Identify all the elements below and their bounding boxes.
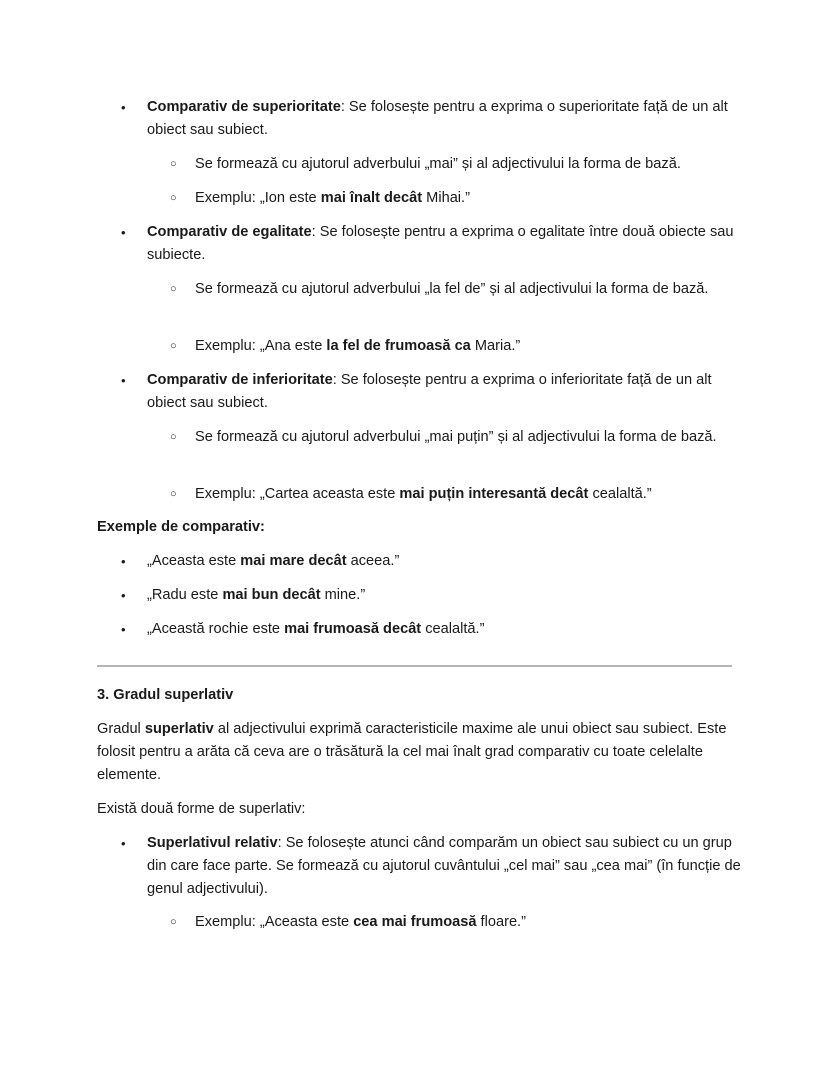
- list-item-comparativ-inferioritate: [147, 369, 747, 415]
- sub-bullet-icon: ○: [170, 158, 177, 170]
- term-description: : Se folosește pentru a exprima o egalitate între două obiecte sau subiecte.: [147, 224, 734, 263]
- term-description: : Se folosește atunci când comparăm un obiect sau subiect cu un grup din care face parte. Se formează cu ajutorul cuvântului „cel mai” sau „cea mai” (în funcție de genul adjectivului).: [147, 835, 741, 897]
- term-label: Comparativ de superioritate: [147, 99, 341, 115]
- sub-bullet-icon: ○: [170, 916, 177, 928]
- sub-item-formation: Se formează cu ajutorul adverbului „la fel de” și al adjectivului la forma de bază.: [195, 281, 709, 297]
- bullet-icon: •: [121, 836, 126, 851]
- example-item: „Această rochie este mai frumoasă decât cealaltă.”: [147, 621, 485, 637]
- term-label: Comparativ de egalitate: [147, 224, 312, 240]
- section-heading: 3. Gradul superlativ: [97, 687, 234, 703]
- sub-item-formation: Se formează cu ajutorul adverbului „mai puțin” și al adjectivului la forma de bază.: [195, 429, 717, 445]
- bullet-icon: •: [121, 588, 126, 603]
- bullet-icon: •: [121, 622, 126, 637]
- sub-item-example: Exemplu: „Aceasta este cea mai frumoasă floare.”: [195, 914, 526, 930]
- list-item-comparativ-egalitate: [147, 221, 747, 267]
- term-description: : Se folosește pentru a exprima o superioritate față de un alt obiect sau subiect.: [147, 99, 728, 138]
- sub-item-example: Exemplu: „Ion este mai înalt decât Mihai.”: [195, 190, 470, 206]
- sub-bullet-icon: ○: [170, 488, 177, 500]
- examples-heading: Exemple de comparativ:: [97, 519, 265, 535]
- section-divider: [97, 665, 732, 667]
- superlativ-forms-line: Există două forme de superlativ:: [97, 801, 306, 817]
- sub-item-example: Exemplu: „Cartea aceasta este mai puțin interesantă decât cealaltă.”: [195, 486, 652, 502]
- term-label: Superlativul relativ: [147, 835, 278, 851]
- list-item-superlativ-relativ: [147, 832, 747, 901]
- example-item: „Radu este mai bun decât mine.”: [147, 587, 366, 603]
- bullet-icon: •: [121, 554, 126, 569]
- sub-item-example: Exemplu: „Ana este la fel de frumoasă ca Maria.”: [195, 338, 521, 354]
- bullet-icon: •: [121, 100, 126, 115]
- example-item: „Aceasta este mai mare decât aceea.”: [147, 553, 400, 569]
- sub-bullet-icon: ○: [170, 340, 177, 352]
- sub-bullet-icon: ○: [170, 283, 177, 295]
- term-label: Comparativ de inferioritate: [147, 372, 333, 388]
- sub-bullet-icon: ○: [170, 431, 177, 443]
- term-description: : Se folosește pentru a exprima o inferioritate față de un alt obiect sau subiect.: [147, 372, 712, 411]
- sub-bullet-icon: ○: [170, 192, 177, 204]
- bullet-icon: •: [121, 373, 126, 388]
- superlativ-intro-paragraph: Gradul superlativ al adjectivului exprimă caracteristicile maxime ale unui obiect sau subiect. Este folosit pentru a arăta că ceva are o trăsătură la cel mai înalt grad comparativ cu toate celelalte elemente.: [97, 721, 727, 783]
- list-item-comparativ-superioritate: [147, 96, 747, 142]
- bullet-icon: •: [121, 225, 126, 240]
- sub-item-formation: Se formează cu ajutorul adverbului „mai” și al adjectivului la forma de bază.: [195, 156, 681, 172]
